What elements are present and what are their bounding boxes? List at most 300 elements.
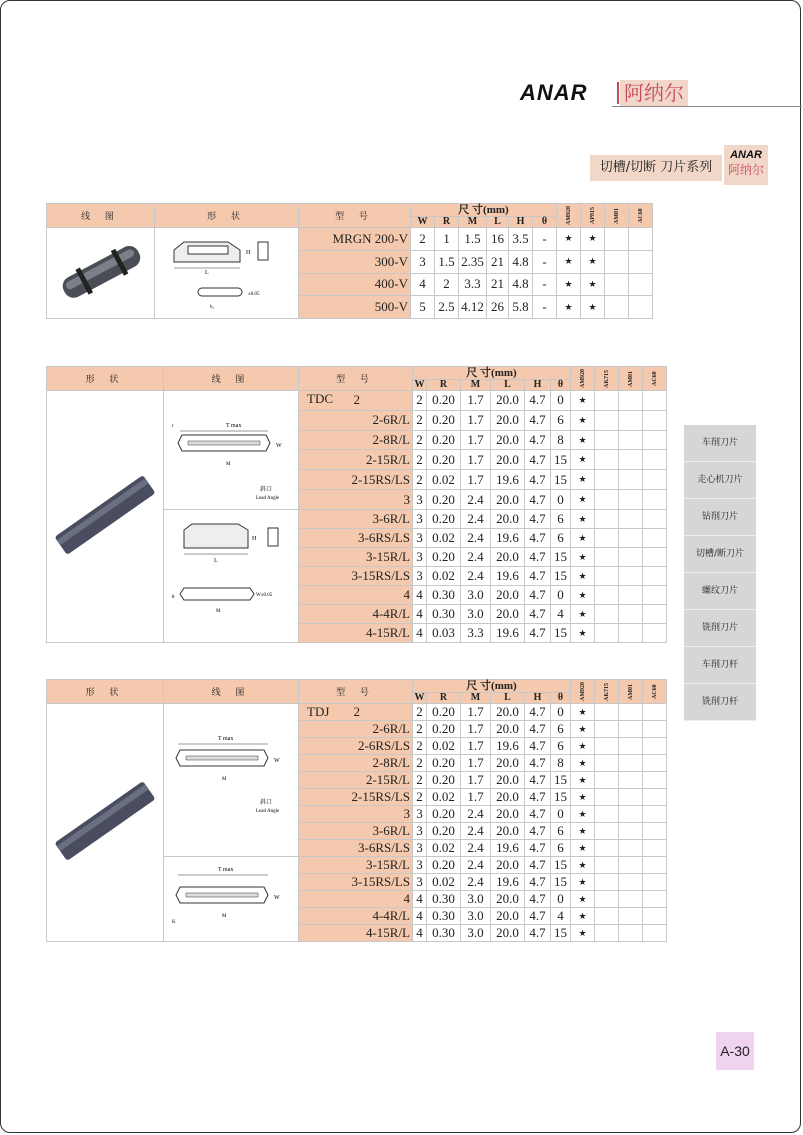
dim-L: 20.0: [491, 789, 525, 806]
model-cell: 4-15R/L: [299, 925, 413, 942]
grade-mark: ★: [571, 430, 595, 450]
header-dim-col: H: [525, 693, 551, 704]
dim-W: 4: [413, 925, 427, 942]
dim-R: 0.20: [427, 772, 461, 789]
dim-T: 15: [551, 925, 571, 942]
header-dim: 尺 寸(mm): [411, 204, 557, 217]
dim-T: 0: [551, 490, 571, 510]
model-cell: 4: [299, 586, 413, 605]
dim-W: 2: [413, 450, 427, 470]
tdc-drawing-1: [164, 391, 299, 510]
tdj-photo: [47, 704, 164, 942]
dim-W: 2: [413, 755, 427, 772]
dim-L: 19.6: [491, 840, 525, 857]
dim-W: 2: [413, 704, 427, 721]
grade-mark: ★: [571, 704, 595, 721]
header-model: 型 号: [299, 367, 413, 391]
dim-L: 20.0: [491, 430, 525, 450]
grade-mark: [619, 548, 643, 567]
header-shape: 形 状: [47, 680, 164, 704]
header-dim-col: M: [461, 693, 491, 704]
table-row: [47, 704, 667, 721]
grade-mark: ★: [571, 840, 595, 857]
tdc-photo: [47, 391, 164, 643]
grade-mark: [619, 772, 643, 789]
svg-text:L: L: [214, 558, 218, 564]
dim-M: 2.4: [461, 490, 491, 510]
dim-H: 4.7: [525, 925, 551, 942]
grade-mark: [619, 738, 643, 755]
dim-T: 15: [551, 789, 571, 806]
dim-L: 20.0: [491, 891, 525, 908]
model-cell: 2-8R/L: [299, 755, 413, 772]
dim-R: 0.20: [427, 490, 461, 510]
model-cell: 4-4R/L: [299, 605, 413, 624]
dim-H: 4.7: [525, 470, 551, 490]
dim-L: 20.0: [491, 548, 525, 567]
tdc-drawing-2: [164, 510, 299, 643]
dim-L: 21: [487, 273, 509, 296]
side-nav-item[interactable]: 螺纹刀片: [684, 573, 756, 610]
dim-R: 0.03: [427, 624, 461, 643]
grade-mark: [643, 755, 667, 772]
dim-R: 0.30: [427, 891, 461, 908]
dim-R: 0.02: [427, 840, 461, 857]
side-nav-item[interactable]: 走心机刀片: [684, 462, 756, 499]
dim-L: 20.0: [491, 806, 525, 823]
dim-L: 20.0: [491, 410, 525, 430]
dim-R: 0.20: [427, 704, 461, 721]
header-line-drawing: 线 图: [47, 204, 155, 228]
header-line-drawing: 线 图: [164, 680, 299, 704]
grade-mark: [643, 840, 667, 857]
grade-mark: [619, 430, 643, 450]
dim-H: 4.7: [525, 857, 551, 874]
header-grade: AM920: [571, 367, 595, 391]
dim-H: 4.7: [525, 772, 551, 789]
grade-mark: [605, 250, 629, 273]
dim-L: 20.0: [491, 605, 525, 624]
dim-M: 1.7: [461, 410, 491, 430]
grade-mark: [595, 925, 619, 942]
grade-mark: ★: [571, 806, 595, 823]
dim-M: 2.4: [461, 548, 491, 567]
grade-mark: ★: [571, 925, 595, 942]
dim-H: 4.7: [525, 840, 551, 857]
header-dim-col: L: [487, 217, 509, 228]
header-dim-col: W: [414, 692, 425, 703]
dim-W: 2: [413, 738, 427, 755]
grade-mark: [643, 857, 667, 874]
dim-W: 2: [413, 772, 427, 789]
tdj-drawing-1: [164, 704, 299, 857]
dim-R: 2.5: [435, 296, 459, 319]
grade-mark: [619, 925, 643, 942]
dim-R: 1.5: [435, 250, 459, 273]
grade-mark: [619, 410, 643, 430]
dim-M: 2.4: [461, 567, 491, 586]
dim-R: 0.02: [427, 529, 461, 548]
header-dim-col: H: [509, 217, 533, 228]
model-cell: 3-6RS/LS: [299, 840, 413, 857]
dim-W: 3: [413, 510, 427, 529]
svg-text:斜口: 斜口: [260, 800, 273, 806]
model-cell: 2-6R/L: [299, 410, 413, 430]
dim-W: 3: [413, 874, 427, 891]
dim-M: 1.7: [461, 755, 491, 772]
svg-text:M: M: [226, 462, 231, 467]
dim-H: 4.7: [525, 430, 551, 450]
grade-mark: ★: [571, 567, 595, 586]
dim-H: 4.7: [525, 586, 551, 605]
header-grade: AM920: [557, 204, 581, 228]
header-dim-col: M: [461, 380, 491, 391]
dim-W: 4: [413, 586, 427, 605]
svg-text:T max: T max: [218, 736, 234, 742]
dim-R: 0.20: [427, 391, 461, 411]
grade-mark: [643, 908, 667, 925]
grade-mark: [643, 738, 667, 755]
svg-text:Lead Angle: Lead Angle: [256, 809, 280, 814]
dim-R: 0.20: [427, 510, 461, 529]
dim-H: 4.7: [525, 874, 551, 891]
model-value: 2: [353, 704, 360, 719]
dim-L: 20.0: [491, 772, 525, 789]
dim-T: 6: [551, 529, 571, 548]
dim-M: 1.7: [461, 721, 491, 738]
dim-T: 6: [551, 823, 571, 840]
side-nav-item[interactable]: 铣削刀片: [684, 610, 756, 647]
grade-mark: [595, 755, 619, 772]
grade-mark: [595, 567, 619, 586]
dim-T: -: [533, 228, 557, 251]
dim-W: 4: [413, 908, 427, 925]
dim-H: 4.7: [525, 567, 551, 586]
model-cell: 4-4R/L: [299, 908, 413, 925]
mrgn-drawing: [155, 228, 299, 319]
table-row: [47, 228, 653, 251]
side-nav-item[interactable]: 切槽/断刀片: [684, 536, 756, 573]
grade-mark: ★: [581, 296, 605, 319]
grade-mark: [643, 430, 667, 450]
dim-T: 6: [551, 721, 571, 738]
grade-mark: [619, 391, 643, 411]
dim-H: 4.7: [525, 410, 551, 430]
model-cell: 3-15R/L: [299, 857, 413, 874]
dim-T: 8: [551, 755, 571, 772]
grade-mark: [595, 410, 619, 430]
grade-mark: [605, 228, 629, 251]
header-dim-col: θ: [533, 217, 557, 228]
grade-mark: ★: [581, 228, 605, 251]
grade-mark: [595, 529, 619, 548]
dim-L: 20.0: [491, 704, 525, 721]
page-number: A-30: [716, 1032, 754, 1070]
dim-L: 20.0: [491, 857, 525, 874]
dim-L: 19.6: [491, 529, 525, 548]
dim-T: 15: [551, 624, 571, 643]
grade-mark: [619, 450, 643, 470]
header-model: 型 号: [299, 680, 413, 704]
model-cell: 2-15RS/LS: [299, 789, 413, 806]
dim-H: 4.7: [525, 738, 551, 755]
header-line-drawing: 线 图: [164, 367, 299, 391]
dim-L: 19.6: [491, 738, 525, 755]
dim-L: 20.0: [491, 490, 525, 510]
grade-mark: [619, 605, 643, 624]
model-cell: 2-6R/L: [299, 721, 413, 738]
dim-R: 0.20: [427, 450, 461, 470]
side-nav-item[interactable]: 铣削刀杆: [684, 684, 756, 721]
grade-mark: [595, 789, 619, 806]
dim-T: 15: [551, 470, 571, 490]
dim-W: 3: [413, 823, 427, 840]
dim-T: 0: [551, 891, 571, 908]
grade-mark: [643, 605, 667, 624]
dim-W: 3: [413, 857, 427, 874]
dim-M: 2.4: [461, 510, 491, 529]
dim-L: 19.6: [491, 874, 525, 891]
grade-mark: ★: [571, 857, 595, 874]
dim-L: 19.6: [491, 470, 525, 490]
grade-mark: [619, 823, 643, 840]
grade-mark: ★: [571, 470, 595, 490]
dim-R: 0.20: [427, 806, 461, 823]
tol-label: W±0.05: [256, 593, 273, 598]
dim-R: 1: [435, 228, 459, 251]
dim-M: 3.3: [459, 273, 487, 296]
grade-mark: [595, 738, 619, 755]
grade-mark: [595, 510, 619, 529]
model-cell: MRGN 200-V: [299, 228, 411, 251]
header-dim-col: L: [491, 693, 525, 704]
dim-L: 19.6: [491, 567, 525, 586]
model-prefix: TDJ: [307, 704, 330, 719]
dim-W: 2: [413, 721, 427, 738]
grade-mark: ★: [557, 296, 581, 319]
dim-L: 20.0: [491, 391, 525, 411]
dim-L: 26: [487, 296, 509, 319]
dim-H: 4.7: [525, 704, 551, 721]
dim-M: 1.7: [461, 704, 491, 721]
header-rule: [612, 106, 802, 107]
dim-H: 4.7: [525, 548, 551, 567]
header-dim-col: M: [459, 217, 487, 228]
side-nav-item[interactable]: 钻削刀片: [684, 499, 756, 536]
dim-W: 2: [411, 228, 435, 251]
dim-L: 20.0: [491, 510, 525, 529]
svg-text:W: W: [274, 895, 280, 901]
header-grade: AC60: [643, 367, 667, 391]
dim-T: 6: [551, 840, 571, 857]
header-dim: 尺 寸(mm): [413, 680, 571, 693]
dim-R: 0.20: [427, 548, 461, 567]
grade-mark: [595, 806, 619, 823]
grade-mark: [643, 450, 667, 470]
dim-R: 0.20: [427, 721, 461, 738]
grade-mark: ★: [557, 273, 581, 296]
grade-mark: [619, 567, 643, 586]
grade-mark: [595, 391, 619, 411]
grade-mark: [643, 567, 667, 586]
dim-M: 2.35: [459, 250, 487, 273]
grade-mark: ★: [571, 874, 595, 891]
dim-R: 0.20: [427, 410, 461, 430]
model-cell: 2-15R/L: [299, 450, 413, 470]
dim-H: 4.7: [525, 891, 551, 908]
grade-mark: [643, 490, 667, 510]
dim-R: 0.02: [427, 789, 461, 806]
grade-mark: ★: [571, 755, 595, 772]
grade-mark: [643, 772, 667, 789]
dim-T: 15: [551, 874, 571, 891]
grade-mark: ★: [571, 605, 595, 624]
dim-W: 3: [413, 529, 427, 548]
dim-T: 4: [551, 908, 571, 925]
grade-mark: [643, 410, 667, 430]
dim-W: 2: [413, 789, 427, 806]
grade-mark: ★: [571, 529, 595, 548]
svg-text:H: H: [252, 536, 257, 542]
header-dim-col: R: [427, 693, 461, 704]
dim-L: 21: [487, 250, 509, 273]
header-grade: AC60: [643, 680, 667, 704]
grade-mark: [643, 925, 667, 942]
grade-mark: ★: [571, 721, 595, 738]
grade-mark: [595, 908, 619, 925]
svg-text:H: H: [245, 250, 250, 256]
dim-T: -: [533, 250, 557, 273]
grade-mark: [595, 823, 619, 840]
svg-text:r: r: [172, 424, 174, 429]
svg-text:L: L: [204, 270, 209, 276]
grade-mark: [619, 510, 643, 529]
svg-text:±0.05: ±0.05: [247, 292, 259, 297]
grade-mark: [595, 605, 619, 624]
model-cell: 4-15R/L: [299, 624, 413, 643]
dim-H: 4.7: [525, 755, 551, 772]
model-prefix: TDC: [307, 391, 333, 406]
dim-R: 0.02: [427, 874, 461, 891]
dim-T: 0: [551, 391, 571, 411]
grade-mark: [643, 391, 667, 411]
grade-mark: [643, 470, 667, 490]
dim-H: 5.8: [509, 296, 533, 319]
model-cell: 3-15R/L: [299, 548, 413, 567]
grade-mark: [595, 586, 619, 605]
grade-mark: ★: [571, 772, 595, 789]
header-grade: AM01: [619, 680, 643, 704]
dim-R: 0.02: [427, 738, 461, 755]
dim-T: 0: [551, 586, 571, 605]
dim-M: 3.0: [461, 891, 491, 908]
dim-W: 2: [413, 410, 427, 430]
dim-M: 2.4: [461, 857, 491, 874]
model-cell: [299, 704, 413, 721]
grade-mark: ★: [571, 391, 595, 411]
grade-mark: [643, 874, 667, 891]
grade-mark: [619, 891, 643, 908]
svg-text:M: M: [222, 777, 227, 782]
dim-H: 4.7: [525, 529, 551, 548]
grade-mark: ★: [571, 823, 595, 840]
header-dim-col: R: [435, 217, 459, 228]
grade-mark: [643, 806, 667, 823]
model-cell: 400-V: [299, 273, 411, 296]
dim-M: 1.5: [459, 228, 487, 251]
dim-L: 20.0: [491, 721, 525, 738]
header-dim-col: H: [525, 380, 551, 391]
dim-H: 4.7: [525, 605, 551, 624]
grade-mark: [619, 908, 643, 925]
dim-M: 1.7: [461, 430, 491, 450]
dim-H: 4.7: [525, 789, 551, 806]
dim-W: 4: [413, 891, 427, 908]
dim-M: 1.7: [461, 391, 491, 411]
dim-M: 2.4: [461, 529, 491, 548]
dim-T: 6: [551, 738, 571, 755]
dim-R: 0.20: [427, 823, 461, 840]
grade-mark: [643, 624, 667, 643]
side-nav-item[interactable]: 车削刀片: [684, 425, 756, 462]
grade-mark: [619, 490, 643, 510]
brand-divider: [617, 82, 619, 104]
grade-mark: [643, 586, 667, 605]
dim-L: 19.6: [491, 624, 525, 643]
grade-mark: [595, 470, 619, 490]
header-grade: AM01: [619, 367, 643, 391]
dim-T: -: [533, 273, 557, 296]
grade-mark: [629, 273, 653, 296]
dim-R: 0.02: [427, 567, 461, 586]
dim-M: 1.7: [461, 772, 491, 789]
mrgn-photo: [47, 228, 155, 319]
grade-mark: [595, 857, 619, 874]
series-logo: [724, 145, 768, 185]
header-grade: AK715: [595, 680, 619, 704]
dim-M: 2.4: [461, 806, 491, 823]
dim-M: 1.7: [461, 738, 491, 755]
side-nav: [684, 425, 756, 721]
series-title: 切槽/切断 刀片系列: [590, 155, 722, 181]
grade-mark: [619, 789, 643, 806]
dim-T: 15: [551, 548, 571, 567]
grade-mark: [619, 704, 643, 721]
model-cell: 3-6R/L: [299, 510, 413, 529]
dim-H: 4.7: [525, 490, 551, 510]
header-dim-col: W: [414, 379, 425, 390]
grade-mark: [643, 548, 667, 567]
dim-H: 4.7: [525, 823, 551, 840]
grade-mark: [619, 470, 643, 490]
dim-T: 6: [551, 510, 571, 529]
grade-mark: ★: [571, 789, 595, 806]
grade-mark: [643, 891, 667, 908]
grade-mark: ★: [571, 490, 595, 510]
svg-text:T max: T max: [226, 423, 242, 429]
grade-mark: ★: [571, 410, 595, 430]
grade-mark: [595, 874, 619, 891]
dim-H: 4.7: [525, 510, 551, 529]
grade-mark: [619, 586, 643, 605]
dim-M: 3.3: [461, 624, 491, 643]
dim-H: 4.7: [525, 391, 551, 411]
side-nav-item[interactable]: 车削刀杆: [684, 647, 756, 684]
header-grade: AM01: [605, 204, 629, 228]
grade-mark: [595, 624, 619, 643]
grade-mark: [595, 840, 619, 857]
lead-angle-en: Lead Angle: [256, 496, 280, 501]
